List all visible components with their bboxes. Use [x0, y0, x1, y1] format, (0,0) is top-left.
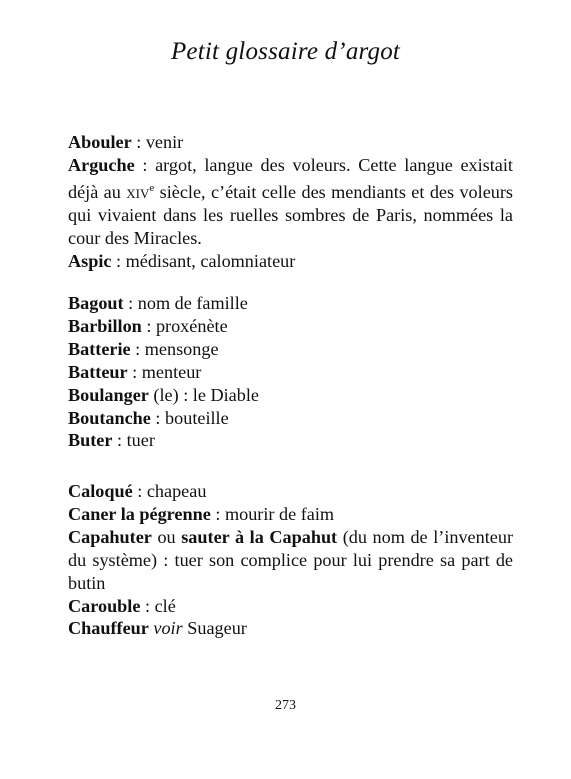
page-title: Petit glossaire d’argot	[170, 38, 401, 65]
entry-separator: :	[141, 315, 156, 336]
entry-separator: :	[123, 293, 138, 313]
entry-separator: :	[111, 250, 126, 271]
entry-separator: :	[150, 407, 166, 428]
entry-term: Boutanche	[68, 407, 151, 428]
entry-term-variant: sauter à la Capahut	[181, 526, 338, 547]
entry-definition: nom de famille	[137, 293, 248, 313]
entry-separator: :	[178, 384, 193, 405]
entry-term: Bagout	[68, 293, 124, 313]
entry-separator: :	[127, 361, 142, 382]
entry-definition: menteur	[141, 361, 202, 382]
entry-term: Chauffeur	[68, 618, 149, 639]
glossary-entry	[68, 154, 513, 250]
entry-separator: :	[210, 503, 225, 524]
entry-definition: tuer	[126, 430, 155, 451]
entry-cross-reference: voir	[153, 618, 183, 639]
glossary-entry	[68, 617, 513, 640]
entry-term: Arguche	[68, 154, 135, 175]
entry-definition: bouteille	[165, 407, 229, 428]
glossary-entry	[68, 480, 513, 503]
glossary-entry	[68, 526, 513, 595]
glossary-entry	[68, 503, 513, 526]
entry-term: Boulanger	[68, 384, 149, 405]
glossary-section-a	[68, 131, 513, 273]
glossary-entry	[68, 292, 513, 315]
glossary-entry	[68, 361, 513, 384]
entry-qualifier: (du nom de l’inventeur du système)	[68, 526, 514, 570]
glossary-entry	[68, 595, 513, 618]
entry-separator: :	[140, 595, 155, 616]
glossary-entry	[68, 384, 513, 407]
entry-definition: chapeau	[146, 481, 207, 501]
entry-term: Caner la pégrenne	[68, 503, 211, 524]
glossary-entry	[68, 429, 513, 452]
entry-definition: le Diable	[192, 384, 259, 405]
entry-separator: :	[112, 430, 127, 451]
entry-definition: proxénète	[155, 315, 228, 336]
entry-definition: venir	[145, 132, 184, 152]
glossary-entry	[68, 250, 513, 273]
glossary-entry	[68, 407, 513, 430]
entry-definition: Suageur	[182, 618, 247, 639]
glossary-entry	[68, 131, 513, 154]
entry-term: Barbillon	[68, 315, 142, 336]
entry-definition-continued: siècle, c’était celle des mendiants et des voleurs qui vivaient dans les ruelles sombres de Paris, nommées la cour des Miracles.	[68, 181, 513, 248]
glossary-section-c	[68, 480, 513, 640]
entry-definition: clé	[154, 595, 176, 616]
entry-conjunction: ou	[151, 526, 182, 547]
page-number: 273	[275, 698, 296, 713]
century-numeral: xiv	[126, 181, 150, 202]
century-superscript: e	[149, 181, 155, 194]
entry-term: Caloqué	[68, 481, 133, 501]
entry-definition: argot, langue des voleurs. Cette langue existait déjà au	[68, 154, 513, 202]
entry-separator: :	[132, 481, 147, 501]
entry-term: Buter	[68, 430, 113, 451]
entry-definition: tuer son complice pour lui prendre sa part de butin	[68, 549, 513, 593]
entry-term: Aspic	[68, 250, 112, 271]
entry-separator: :	[131, 132, 146, 152]
glossary-entry	[68, 338, 513, 361]
entry-term: Carouble	[68, 595, 141, 616]
entry-term: Abouler	[68, 132, 132, 152]
entry-definition: médisant, calomniateur	[125, 250, 296, 271]
entry-term: Batteur	[68, 361, 128, 382]
entry-qualifier: (le)	[148, 384, 179, 405]
glossary-section-b	[68, 292, 513, 452]
entry-separator: :	[130, 338, 145, 359]
entry-definition: mourir de faim	[224, 503, 335, 524]
entry-term: Capahuter	[68, 526, 152, 547]
entry-definition: mensonge	[144, 338, 219, 359]
glossary-entry	[68, 315, 513, 338]
entry-separator: :	[157, 549, 175, 570]
entry-separator: :	[134, 154, 156, 175]
entry-term: Batterie	[68, 338, 131, 359]
